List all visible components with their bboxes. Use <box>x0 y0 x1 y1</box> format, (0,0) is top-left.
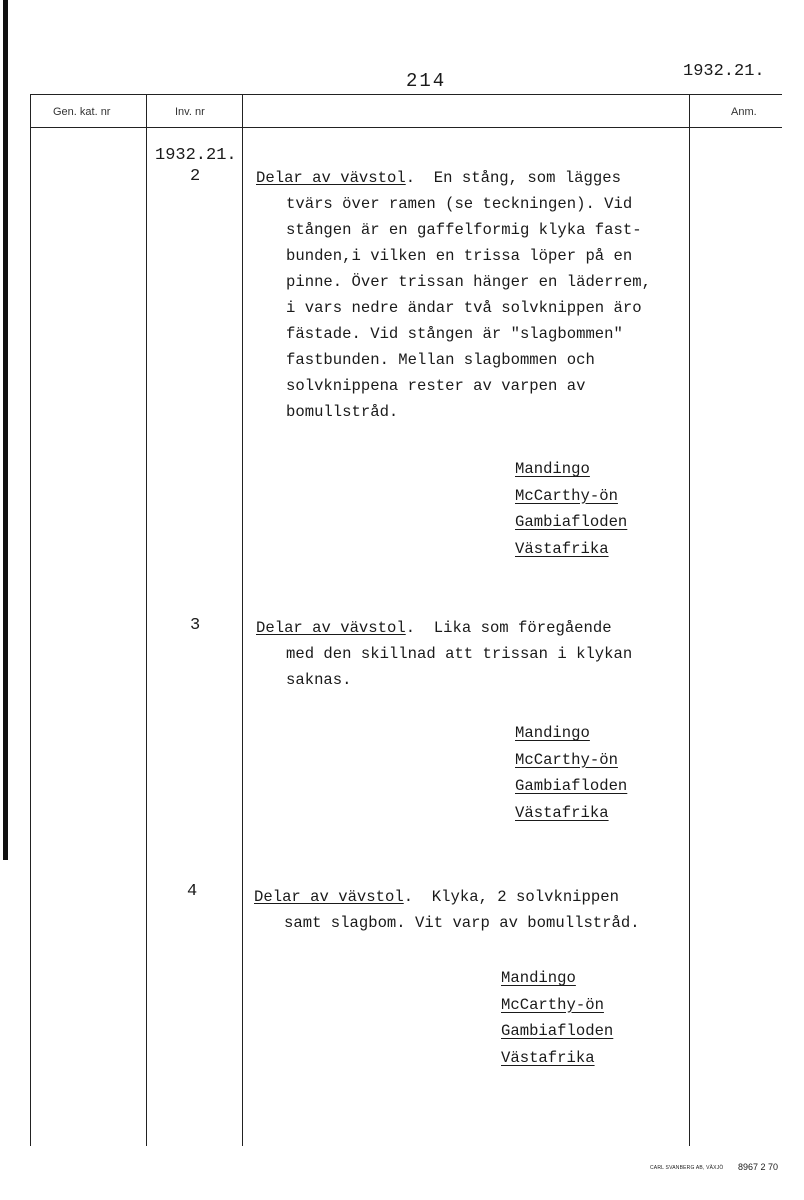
inv-number-3: 3 <box>190 616 201 635</box>
entry-description-2: Delar av vävstol. En stång, som lägges tvärs över ramen (se teckningen). Vid stången är en gaffelformig klyka fast- bunden,i vilken en trissa löper på en pinne. Över trissan hänger en läderrem, i vars nedre ändar två solvknippen äro fästade. Vid stången är "slagbommen" fastbunden. Mellan slagbommen och solvknippena rester av varpen av bomullstråd. <box>256 169 651 421</box>
inv-number-4: 4 <box>187 882 198 901</box>
left-border <box>30 94 31 1146</box>
column-divider-gen-inv <box>146 94 147 1146</box>
series-number: 1932.21. <box>155 146 237 165</box>
binding-edge <box>3 0 8 860</box>
entry-location-4: Mandingo McCarthy-ön Gambiafloden Västafrika <box>501 969 614 1067</box>
column-header-inv: Inv. nr <box>175 106 205 118</box>
column-header-anm: Anm. <box>731 106 757 118</box>
inv-number-2: 2 <box>190 167 201 186</box>
entry-description-3: Delar av vävstol. Lika som föregående med den skillnad att trissan i klykan saknas. <box>256 619 633 689</box>
column-header-gen-kat: Gen. kat. nr <box>53 106 111 118</box>
entry-title: Delar av vävstol <box>256 169 406 187</box>
entry-location-2: Mandingo McCarthy-ön Gambiafloden Västafrika <box>515 460 628 558</box>
form-code: 8967 2 70 <box>738 1162 779 1172</box>
header-top-rule <box>30 94 782 95</box>
printer-imprint: CARL SVANBERG AB, VÄXJÖ <box>650 1165 724 1171</box>
entry-location-3: Mandingo McCarthy-ön Gambiafloden Västafrika <box>515 724 628 822</box>
entry-description-4: Delar av vävstol. Klyka, 2 solvknippen samt slagbom. Vit varp av bomullstråd. <box>254 888 640 932</box>
column-divider-inv-desc <box>242 94 243 1146</box>
page-number: 214 <box>406 70 447 92</box>
catalog-reference: 1932.21. <box>683 62 765 81</box>
header-bottom-rule <box>30 127 782 128</box>
column-divider-desc-anm <box>689 94 690 1146</box>
